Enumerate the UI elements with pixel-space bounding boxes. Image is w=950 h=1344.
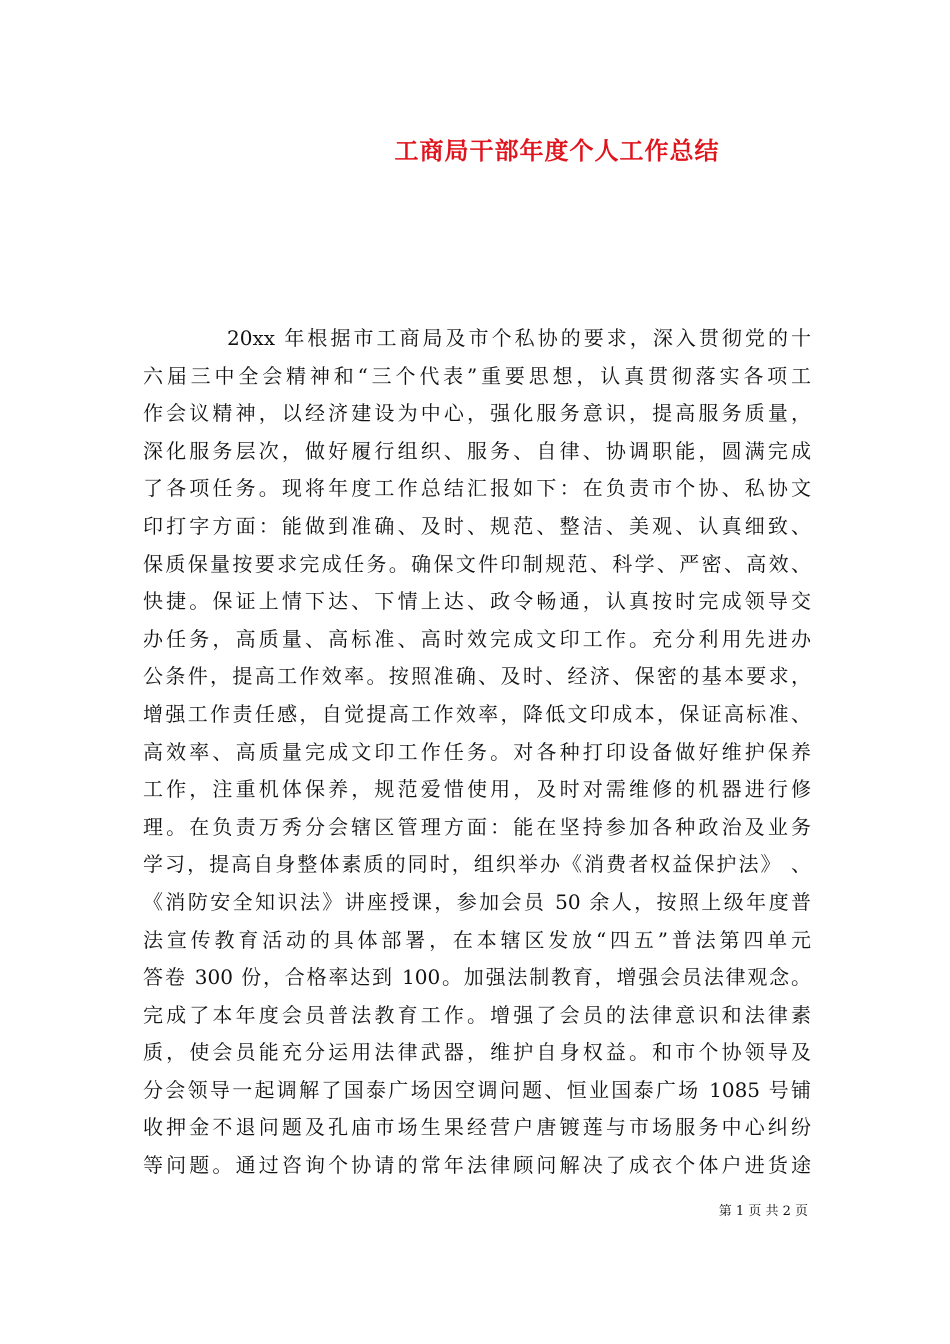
body-line: 了各项任务。现将年度工作总结汇报如下：在负责市个协、私协文 xyxy=(143,476,811,501)
body-line: 法宣传教育活动的具体部署，在本辖区发放“四五”普法第四单元 xyxy=(143,927,811,952)
body-line: 工作，注重机体保养，规范爱惜使用，及时对需维修的机器进行修 xyxy=(143,777,811,802)
body-line: 印打字方面：能做到准确、及时、规范、整洁、美观、认真细致、 xyxy=(143,513,811,538)
body-line: 《消防安全知识法》讲座授课，参加会员 50 余人，按照上级年度普 xyxy=(143,889,811,914)
page-number: 第 1 页 共 2 页 xyxy=(718,1204,808,1219)
document-body xyxy=(143,320,811,1185)
body-line: 等问题。通过咨询个协请的常年法律顾问解决了成衣个体户进货途 xyxy=(143,1153,811,1178)
body-line: 理。在负责万秀分会辖区管理方面：能在坚持参加各种政治及业务 xyxy=(143,814,811,839)
body-line: 快捷。保证上情下达、下情上达、政令畅通，认真按时完成领导交 xyxy=(143,589,811,614)
body-line: 公条件，提高工作效率。按照准确、及时、经济、保密的基本要求， xyxy=(143,664,811,689)
body-line: 质，使会员能充分运用法律武器，维护自身权益。和市个协领导及 xyxy=(143,1040,811,1065)
body-line: 保质保量按要求完成任务。确保文件印制规范、科学、严密、高效、 xyxy=(143,551,811,576)
body-line: 增强工作责任感，自觉提高工作效率，降低文印成本，保证高标准、 xyxy=(143,701,811,726)
body-line: 分会领导一起调解了国泰广场因空调问题、恒业国泰广场 1085 号铺 xyxy=(143,1077,811,1102)
body-line: 深化服务层次，做好履行组织、服务、自律、协调职能，圆满完成 xyxy=(143,438,811,463)
body-line: 答卷 300 份，合格率达到 100。加强法制教育，增强会员法律观念。 xyxy=(143,965,811,990)
body-line: 办任务，高质量、高标准、高时效完成文印工作。充分利用先进办 xyxy=(143,626,811,651)
body-line: 收押金不退问题及孔庙市场生果经营户唐镀莲与市场服务中心纠纷 xyxy=(143,1115,811,1140)
body-line: 作会议精神，以经济建设为中心，强化服务意识，提高服务质量， xyxy=(143,401,811,426)
body-line: 高效率、高质量完成文印工作任务。对各种打印设备做好维护保养 xyxy=(143,739,811,764)
body-line: 学习，提高自身整体素质的同时，组织举办《消费者权益保护法》 、 xyxy=(143,852,811,877)
body-line: 六届三中全会精神和“三个代表”重要思想，认真贯彻落实各项工 xyxy=(143,363,811,388)
body-line: 20xx 年根据市工商局及市个私协的要求，深入贯彻党的十 xyxy=(227,326,811,350)
body-line: 完成了本年度会员普法教育工作。增强了会员的法律意识和法律素 xyxy=(143,1002,811,1027)
document-title: 工商局干部年度个人工作总结 xyxy=(394,136,720,165)
